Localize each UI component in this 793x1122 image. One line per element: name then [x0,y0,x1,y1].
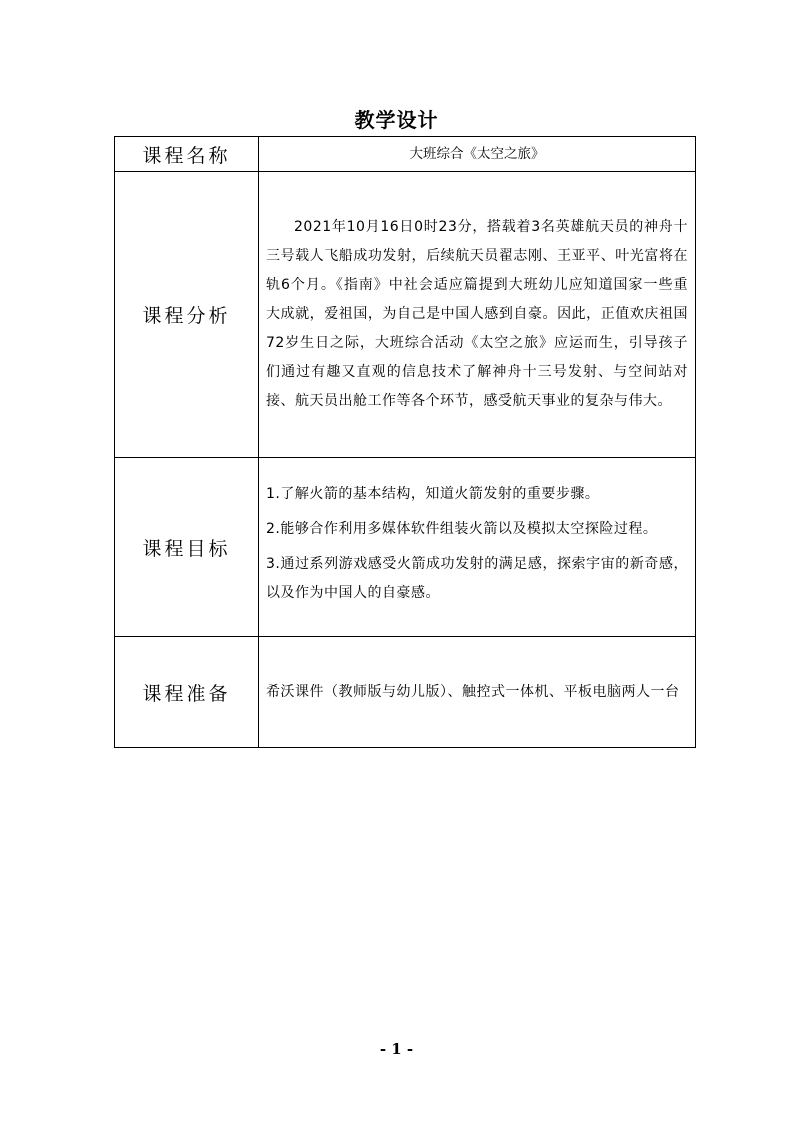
goal-item-1: 1.了解火箭的基本结构，知道火箭发射的重要步骤。 [266,486,600,502]
table-row-course-goals [115,458,696,637]
course-goals-cell [259,458,696,637]
course-analysis-cell [259,172,696,458]
page-number: - 1 - [379,1040,414,1058]
course-name-value: 大班综合《太空之旅》 [259,137,696,172]
course-analysis-label: 课程分析 [115,172,259,458]
table-row-course-name [115,137,696,172]
table-row-course-preparation [115,637,696,748]
course-analysis-text: 2021年10月16日0时23分，搭载着3名英雄航天员的神舟十三号载人飞船成功发射，后续航天员翟志刚、王亚平、叶光富将在轨6个月。《指南》中社会适应篇提到大班幼儿应知道国家一些重大成就，爱祖国，为自己是中国人感到自豪。因此，正值欢庆祖国72岁生日之际，大班综合活动《太空之旅》应运而生，引导孩子们通过有趣又直观的信息技术了解神舟十三号发射、与空间站对接、航天员出舱工作等各个环节，感受航天事业的复杂与伟大。 [266,219,688,409]
course-goals-label: 课程目标 [115,458,259,637]
course-name-label: 课程名称 [115,137,259,172]
document-title: 教学设计 [354,108,439,132]
course-preparation-value: 希沃课件（教师版与幼儿版）、触控式一体机、平板电脑两人一台 [259,637,696,748]
goal-item-3: 3.通过系列游戏感受火箭成功发射的满足感，探索宇宙的新奇感，以及作为中国人的自豪感。 [266,556,688,601]
course-preparation-label: 课程准备 [115,637,259,748]
table-row-course-analysis [115,172,696,458]
goal-item-2: 2.能够合作利用多媒体软件组装火箭以及模拟太空探险过程。 [266,521,658,537]
lesson-design-table [114,136,696,748]
